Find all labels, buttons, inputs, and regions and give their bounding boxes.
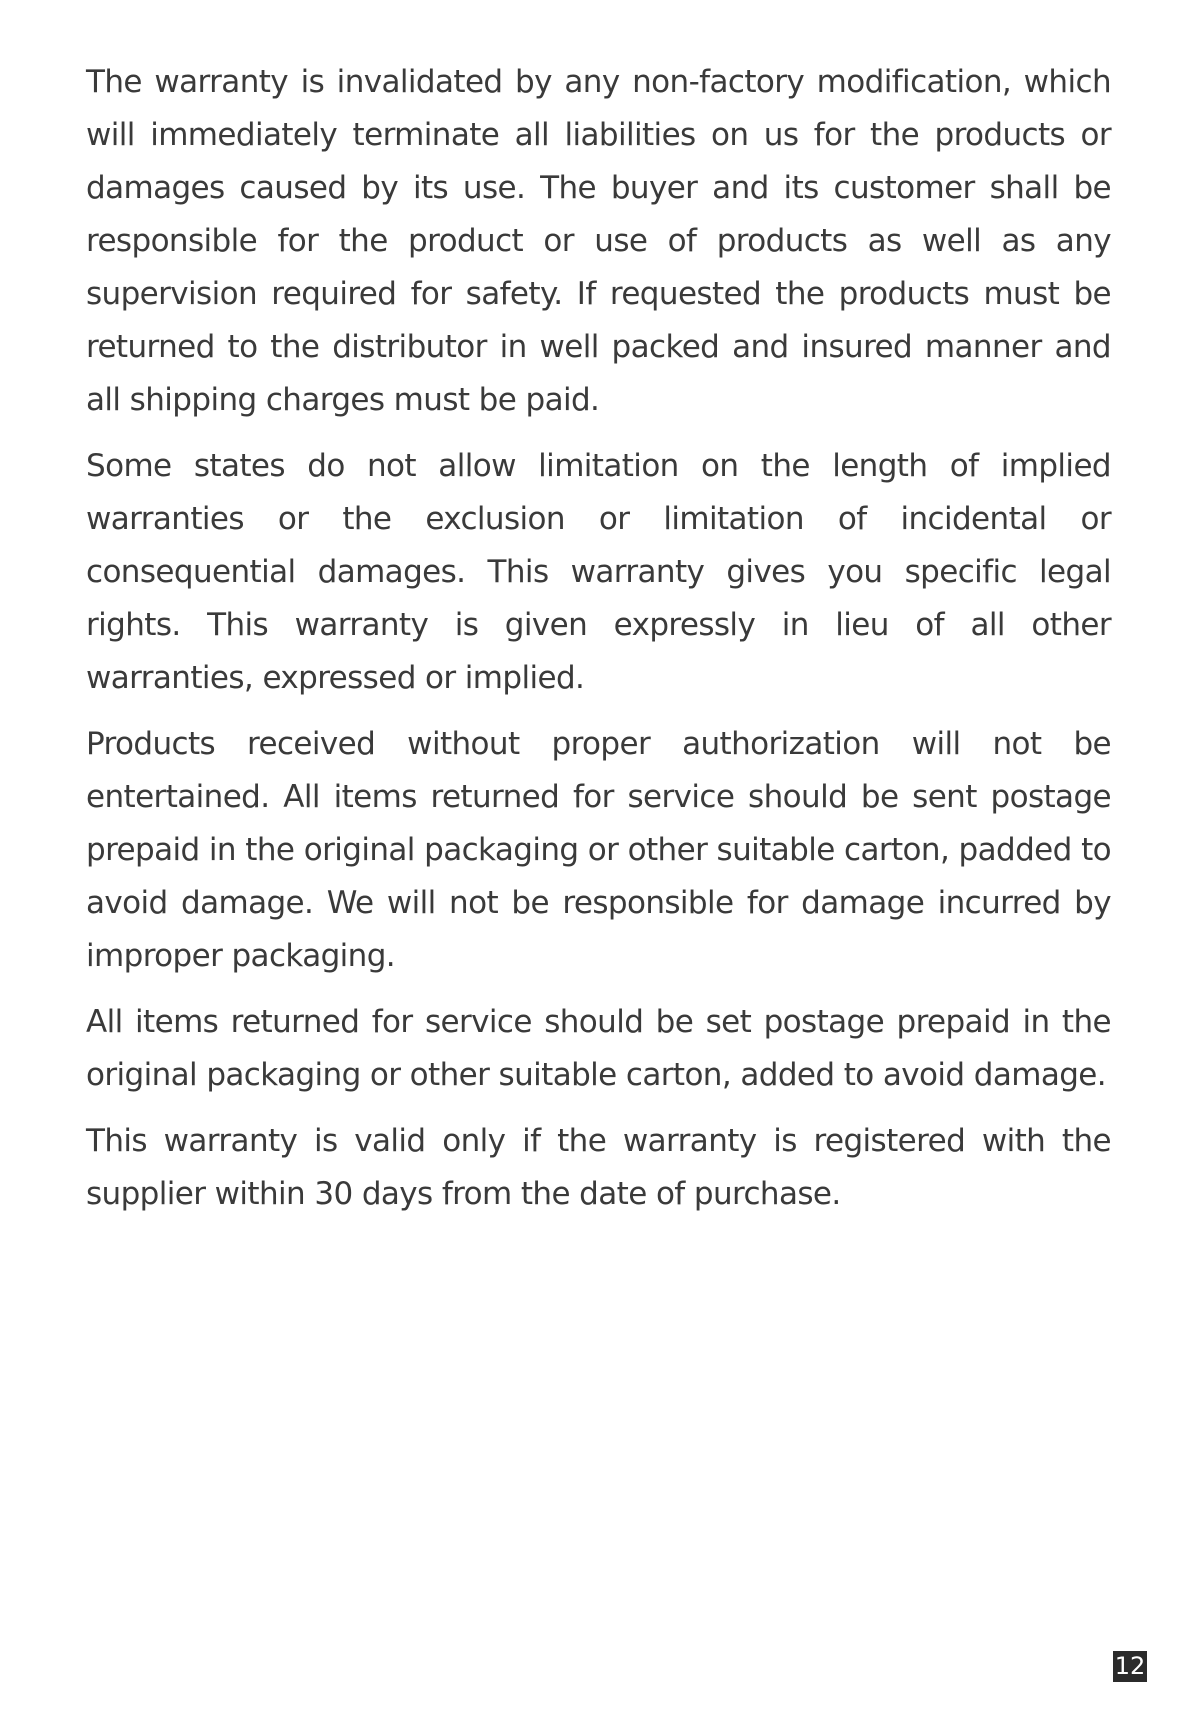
paragraph-authorization: Products received without proper authorization will not be entertained. All items returned for service should be sent postage prepaid in the original packaging or other suitable carton, padded to avoid damage. We will not be responsible for damage incurred by improper packaging. [86, 726, 1111, 974]
page-number-badge: 12 [1114, 1652, 1146, 1680]
paragraph-modification: The warranty is invalidated by any non-factory modification, which will immediately terminate all liabilities on us for the products or damages caused by its use. The buyer and its customer shall be responsible for the product or use of products as well as any supervision required for safety. If requested the products must be returned to the distributor in well packed and insured manner and all shipping charges must be paid. [86, 64, 1111, 418]
paragraph-returns: All items returned for service should be set postage prepaid in the original packaging or other suitable carton, added to avoid damage. [86, 1004, 1111, 1093]
paragraph-limitations: Some states do not allow limitation on the length of implied warranties or the exclusion or limitation of incidental or consequential damages. This warranty gives you specific legal rights. This warranty is given expressly in lieu of all other warranties, expressed or implied. [86, 448, 1111, 696]
paragraph-registration: This warranty is valid only if the warranty is registered with the supplier within 30 days from the date of purchase. [86, 1123, 1111, 1212]
warranty-text-body [86, 56, 1111, 1234]
